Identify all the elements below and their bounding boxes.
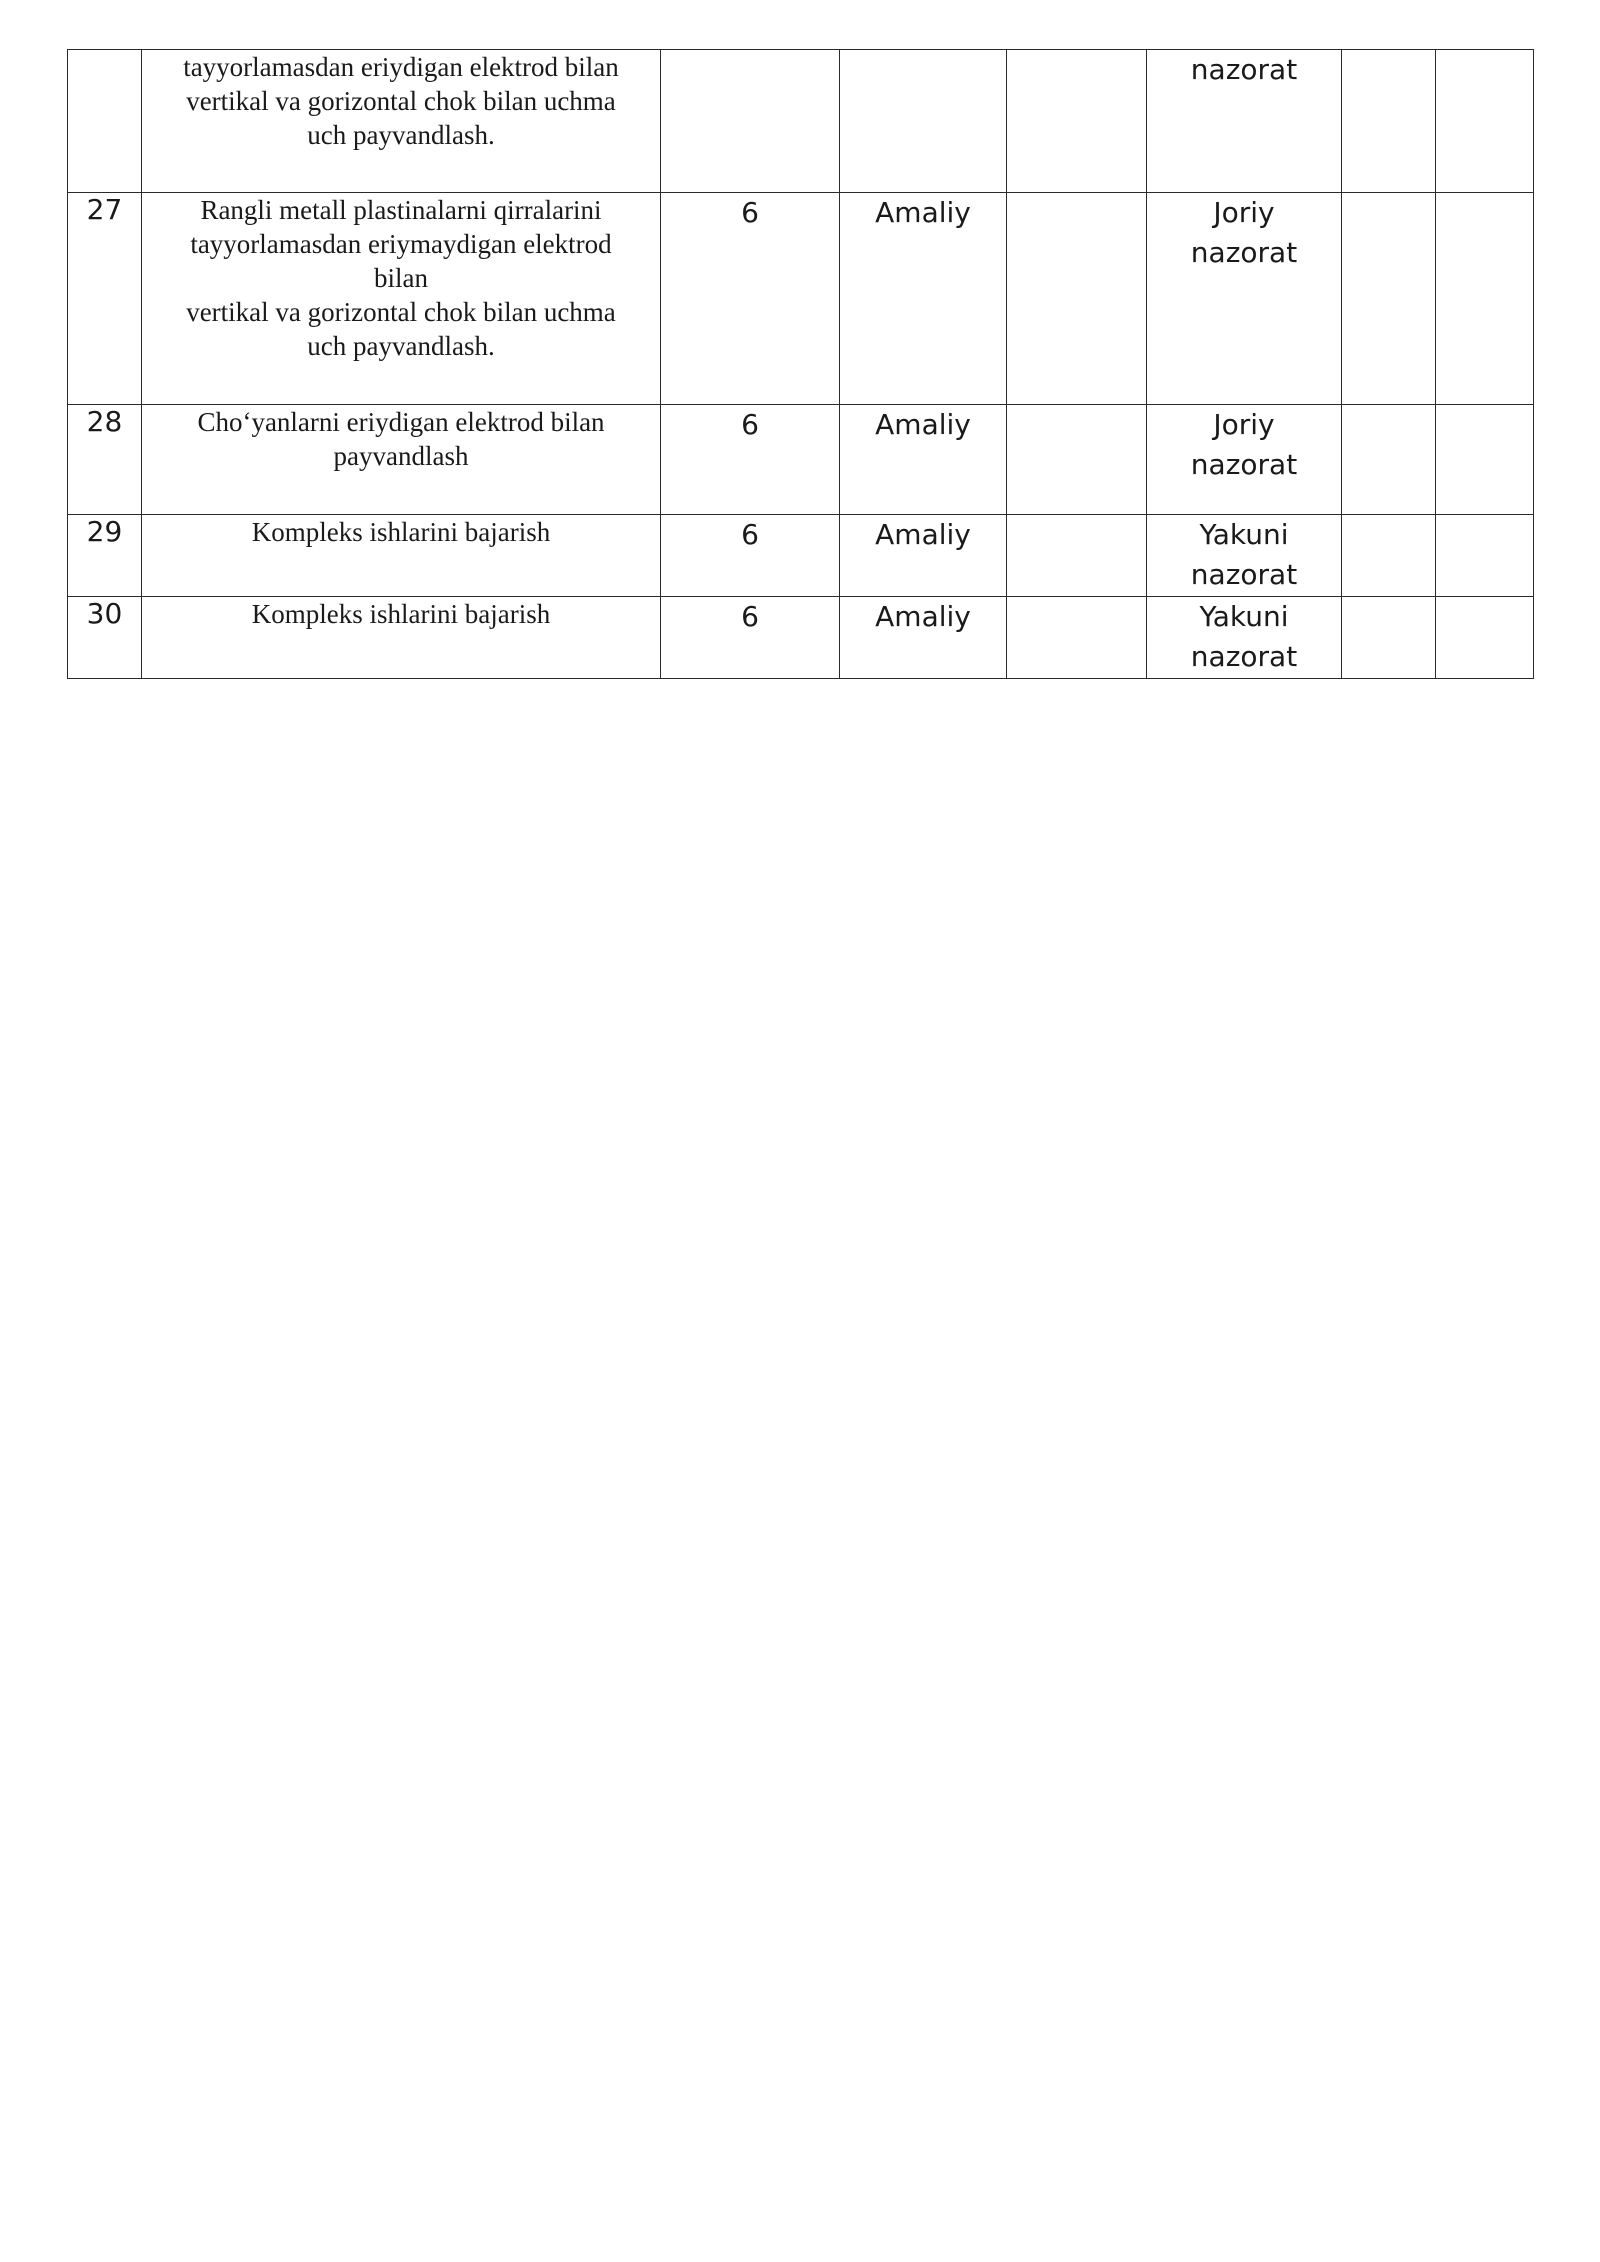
topic-cell — [142, 515, 661, 597]
control-cell — [1147, 515, 1342, 597]
topic-line: tayyorlamasdan eriymaydigan elektrod — [190, 229, 612, 259]
empty-cell — [1342, 597, 1436, 679]
topic-line: uch payvandlash. — [307, 120, 495, 150]
empty-cell — [1436, 515, 1534, 597]
schedule-table — [67, 49, 1534, 679]
control-line: nazorat — [1190, 558, 1298, 591]
topic-line: Kompleks ishlarini bajarish — [251, 599, 551, 629]
row-number: 28 — [68, 405, 142, 515]
control-line: Yakuni — [1199, 518, 1289, 551]
table-row — [68, 193, 1534, 405]
empty-cell — [1342, 515, 1436, 597]
hours-cell: 6 — [661, 515, 840, 597]
empty-cell — [1436, 50, 1534, 193]
topic-line: payvandlash — [333, 441, 469, 471]
topic-cell — [142, 193, 661, 405]
hours-cell: 6 — [661, 405, 840, 515]
lesson-type-cell — [840, 50, 1007, 193]
empty-cell — [1436, 405, 1534, 515]
empty-cell — [1342, 193, 1436, 405]
control-cell — [1147, 597, 1342, 679]
topic-line: Cho‘yanlarni eriydigan elektrod bilan — [197, 407, 605, 437]
control-line: nazorat — [1190, 640, 1298, 673]
topic-line: uch payvandlash. — [307, 331, 495, 361]
hours-cell — [661, 50, 840, 193]
hours-cell: 6 — [661, 193, 840, 405]
topic-line: Rangli metall plastinalarni qirralarini — [200, 195, 602, 225]
topic-line: vertikal va gorizontal chok bilan uchma — [186, 86, 616, 116]
empty-cell — [1342, 50, 1436, 193]
hours-cell: 6 — [661, 597, 840, 679]
row-number: 29 — [68, 515, 142, 597]
empty-cell — [1007, 193, 1147, 405]
lesson-type-cell: Amaliy — [840, 405, 1007, 515]
control-cell — [1147, 193, 1342, 405]
row-number: 30 — [68, 597, 142, 679]
empty-cell — [1007, 515, 1147, 597]
control-line: Joriy — [1213, 196, 1275, 229]
topic-cell — [142, 405, 661, 515]
control-cell — [1147, 50, 1342, 193]
control-line: nazorat — [1190, 236, 1298, 269]
control-line: Joriy — [1213, 408, 1275, 441]
topic-cell — [142, 597, 661, 679]
control-line: Yakuni — [1199, 600, 1289, 633]
lesson-type-cell: Amaliy — [840, 515, 1007, 597]
topic-cell — [142, 50, 661, 193]
topic-line: bilan — [374, 263, 428, 293]
table-row — [68, 597, 1534, 679]
lesson-type-cell: Amaliy — [840, 597, 1007, 679]
table-row — [68, 515, 1534, 597]
table-row — [68, 405, 1534, 515]
control-line: nazorat — [1190, 448, 1298, 481]
empty-cell — [1436, 193, 1534, 405]
row-number: 27 — [68, 193, 142, 405]
topic-line: tayyorlamasdan eriydigan elektrod bilan — [183, 52, 619, 82]
topic-line: Kompleks ishlarini bajarish — [251, 517, 551, 547]
topic-line: vertikal va gorizontal chok bilan uchma — [186, 297, 616, 327]
empty-cell — [1007, 405, 1147, 515]
empty-cell — [1436, 597, 1534, 679]
control-cell — [1147, 405, 1342, 515]
table-row — [68, 50, 1534, 193]
row-number — [68, 50, 142, 193]
empty-cell — [1007, 597, 1147, 679]
empty-cell — [1007, 50, 1147, 193]
lesson-type-cell: Amaliy — [840, 193, 1007, 405]
empty-cell — [1342, 405, 1436, 515]
control-line: nazorat — [1190, 53, 1298, 86]
